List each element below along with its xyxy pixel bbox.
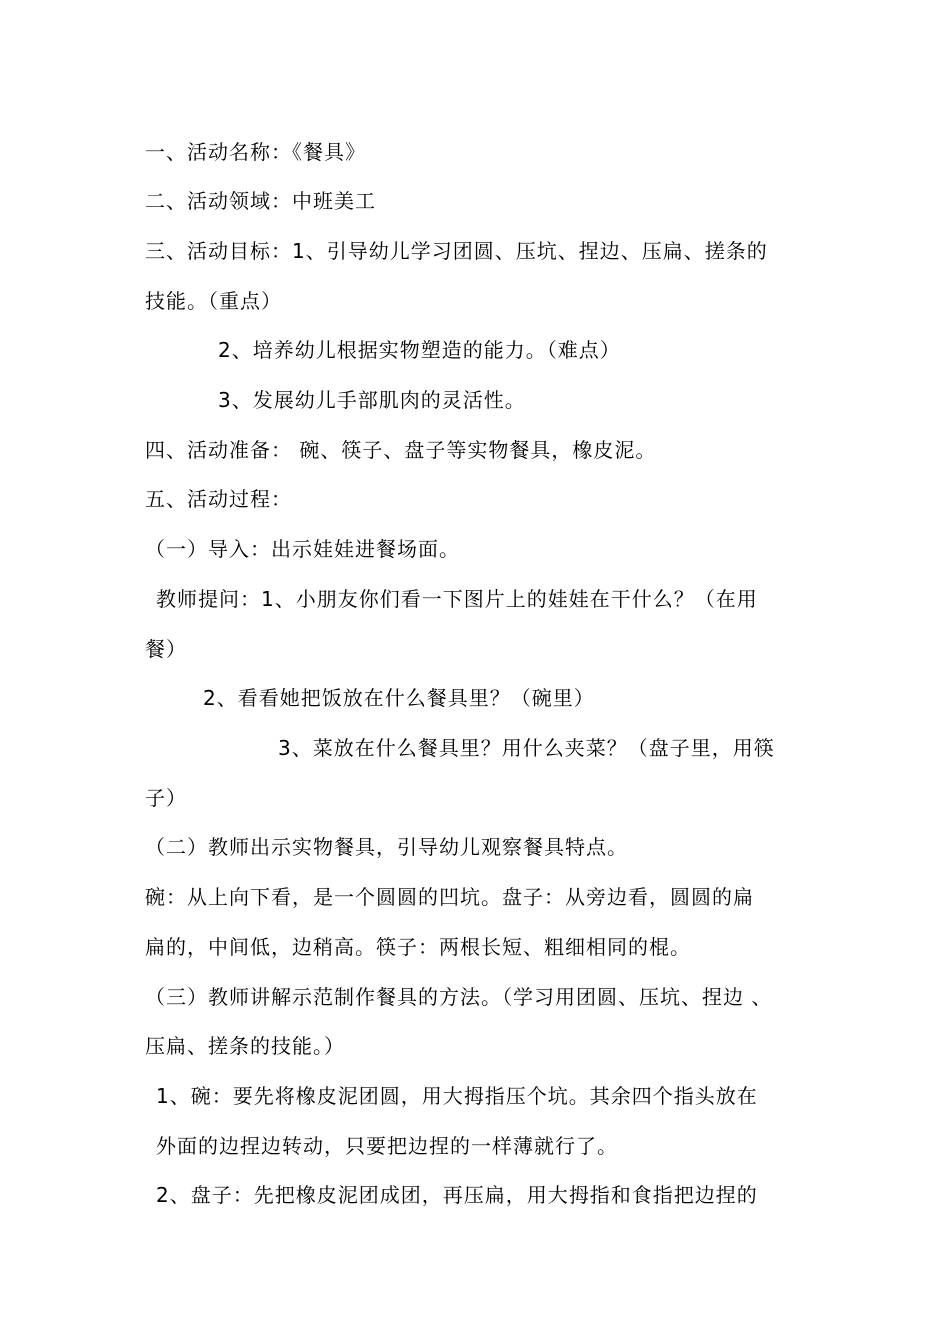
method-bowl-line-1: 1、碗：要先将橡皮泥团圆，用大拇指压个坑。其余四个指头放在 <box>156 1084 758 1108</box>
section-3-heading: （三）教师讲解示范制作餐具的方法。（学习用团圆、压坑、捏边 、 <box>145 985 773 1009</box>
activity-goal-line: 三、活动目标：1、引导幼儿学习团圆、压坑、捏边、压扁、搓条的 <box>145 239 768 263</box>
teacher-question-1-cont: 餐） <box>145 637 187 661</box>
activity-field-line: 二、活动领域：中班美工 <box>145 189 376 213</box>
teacher-question-1: 教师提问：1、小朋友你们看一下图片上的娃娃在干什么？（在用 <box>156 587 758 611</box>
goal-item-3: 3、发展幼儿手部肌肉的灵活性。 <box>218 388 526 412</box>
section-2-heading: （二）教师出示实物餐具，引导幼儿观察餐具特点。 <box>145 835 628 859</box>
teacher-question-3: 3、菜放在什么餐具里？用什么夹菜？（盘子里，用筷 <box>278 736 775 760</box>
method-bowl-line-2: 外面的边捏边转动，只要把边捏的一样薄就行了。 <box>156 1134 618 1158</box>
goal-item-2: 2、培养幼儿根据实物塑造的能力。（难点） <box>218 338 621 362</box>
activity-name-line: 一、活动名称：《餐具》 <box>145 140 366 164</box>
activity-goal-line-cont: 技能。（重点） <box>145 289 282 313</box>
section-1-heading: （一）导入：出示娃娃进餐场面。 <box>145 537 460 561</box>
teacher-question-3-cont: 子） <box>145 786 187 810</box>
activity-process-heading: 五、活动过程： <box>145 487 292 511</box>
observation-line-1: 碗：从上向下看，是一个圆圆的凹坑。盘子：从旁边看，圆圆的扁 <box>145 885 754 909</box>
observation-line-2: 扁的，中间低，边稍高。筷子：两根长短、粗细相同的棍。 <box>145 935 691 959</box>
section-3-heading-cont: 压扁、搓条的技能。） <box>145 1034 345 1058</box>
activity-preparation-line: 四、活动准备： 碗、筷子、盘子等实物餐具，橡皮泥。 <box>145 438 657 462</box>
teacher-question-2: 2、看看她把饭放在什么餐具里？（碗里） <box>203 686 595 710</box>
method-plate-line-1: 2、盘子：先把橡皮泥团成团，再压扁，用大拇指和食指把边捏的 <box>156 1183 758 1207</box>
